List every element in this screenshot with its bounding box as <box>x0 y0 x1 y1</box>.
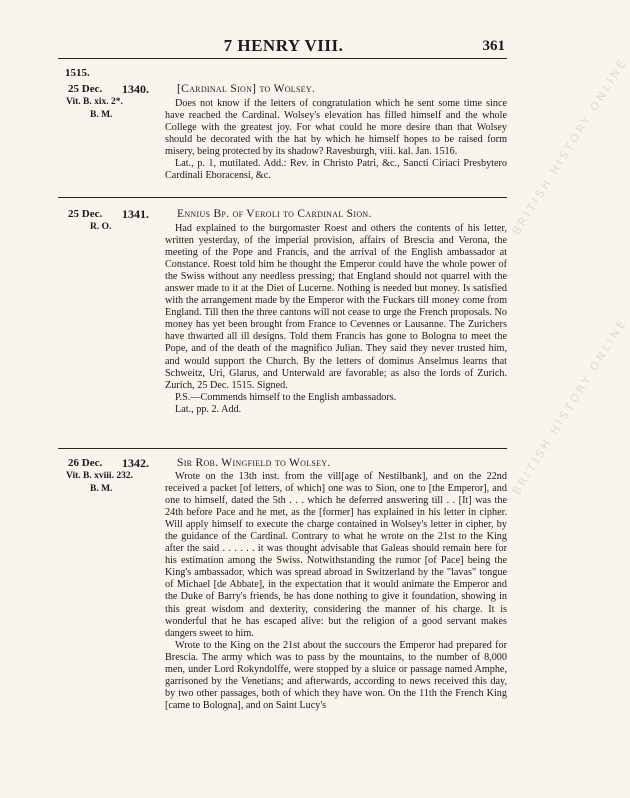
manuscript-reference: Vit. B. xix. 2*. <box>66 97 123 107</box>
year-label: 1515. <box>65 67 90 79</box>
repository-location: B. M. <box>90 110 113 120</box>
entry-number: 1342. <box>122 456 149 470</box>
entry-body <box>165 223 507 416</box>
entry-paragraph: Lat., p. 1, mutilated. Add.: Rev. in Christo Patri, &c., Sancti Ciriaci Presbytero Cardinali Eboracensi, &c. <box>165 158 507 182</box>
entry-number: 1340. <box>122 82 149 96</box>
entry-title: Sir Rob. Wingfield to Wolsey. <box>177 457 331 469</box>
entry-paragraph: Had explained to the burgomaster Roest and others the contents of his letter, written yesterday, of the imperial provision, affairs of Brescia and Verona, the meeting of the Pope and Francis, and the arrival of the English ambassador at Constance. Roest told him he thought the Emperor could have the whole power of the Swiss without any needless pressing; that England should not quarrel with the answer made to it at the Diet of Lucerne. Nothing is needed but money. Is satisfied with the arrangement made by the Emperor with the Fuckars till money come from England. Till then the three cantons will not cease to urge the French proposals. No money has yet been brought from France to Cevennes or Lausanne. The Zurichers have thwarted all ill designs. Told them Francis has gone to Bologna to meet the Pope, and of the death of the magnifico Julian. They said they never trusted him, and would support the Church. By the letters of dominus Anselmus learns that Schweitz, Uri, Glarus, and Unterwald are favorable; as also the lords of Zurich. Zurich, 25 Dec. 1515. Signed. <box>165 223 507 391</box>
entry-body <box>165 471 507 796</box>
entry-title: [Cardinal Sion] to Wolsey. <box>177 83 316 95</box>
entry-paragraph: Does not know if the letters of congratulation which he sent some time since have reached the Cardinal. Wolsey's elevation has filled himself and the whole College with the greatest joy. For what could he more desire than that Wolsey should be decorated with the hat by which he himself hopes to be raised form misery, being protected by its shadow? Ravesburgh, viii. kal. Jan. 1516. <box>165 98 507 158</box>
entry-divider <box>58 197 507 198</box>
entry-date: 26 Dec. <box>68 457 103 469</box>
page-number: 361 <box>482 38 505 54</box>
repository-location: R. O. <box>90 222 112 232</box>
watermark-text: BRITISH HISTORY ONLINE <box>509 55 630 238</box>
watermark-text: BRITISH HISTORY ONLINE <box>509 315 630 498</box>
manuscript-reference: Vit. B. xviii. 232. <box>66 471 133 481</box>
entry-paragraph: Wrote to the King on the 21st about the succours the Emperor had prepared for Brescia. The army which was to pass by the mountains, to the number of 8,000 men, under Lord Rokyndolffe, were stopped by a sluice or passage named Amphe, garrisoned by the Venetians; and afterwards, according to news received this day, by two other passages, both of which they have won. On the 11th the French King [came to Bologna], and on Saint Lucy's <box>165 639 507 711</box>
repository-location: B. M. <box>90 484 113 494</box>
entry-divider <box>58 448 507 449</box>
entry-number: 1341. <box>122 207 149 221</box>
header-rule <box>58 58 507 59</box>
running-title: 7 HENRY VIII. <box>223 36 344 55</box>
entry-body <box>165 98 507 182</box>
entry-paragraph: P.S.—Commends himself to the English ambassadors. <box>175 391 397 403</box>
entry-title: Ennius Bp. of Veroli to Cardinal Sion. <box>177 208 372 220</box>
entry-paragraph: Wrote on the 13th inst. from the vill[age of Nestilbank], and on the 22nd received a packet [of letters, of which] one was to Sion, one to [the Emperor], and one to himself, dated the 5th . . . which he deferred answering till . . [It] was the 24th before Pace and he met, as the [former] has explained in his letter in cipher. Will apply himself to execute the charge contained in Wolsey's letter in cipher, by the guidance of the Cardinal. Contrary to what he wrote on the 21st to the King after the said . . . . . . it was thought advisable that Galeas should remain here for his estimation among the Swiss. Notwithstanding the rumor [of Pace] being the King's ambassador, which was spread abroad in Switzerland by the "lavas" tongue of Michael [de Abbate], in the expectation that it would animate the Emperor and the Duke of Barry's friends, he has done nothing to give it foundation, showing in this great wisdom and dexterity, considering the manner of his charge. It is wonderful that he has escaped alive: but the religion of a good servant makes dangers sweet to him. <box>165 471 507 639</box>
entry-date: 25 Dec. <box>68 208 103 220</box>
entry-date: 25 Dec. <box>68 83 103 95</box>
entry-paragraph: Lat., pp. 2. Add. <box>175 403 242 415</box>
